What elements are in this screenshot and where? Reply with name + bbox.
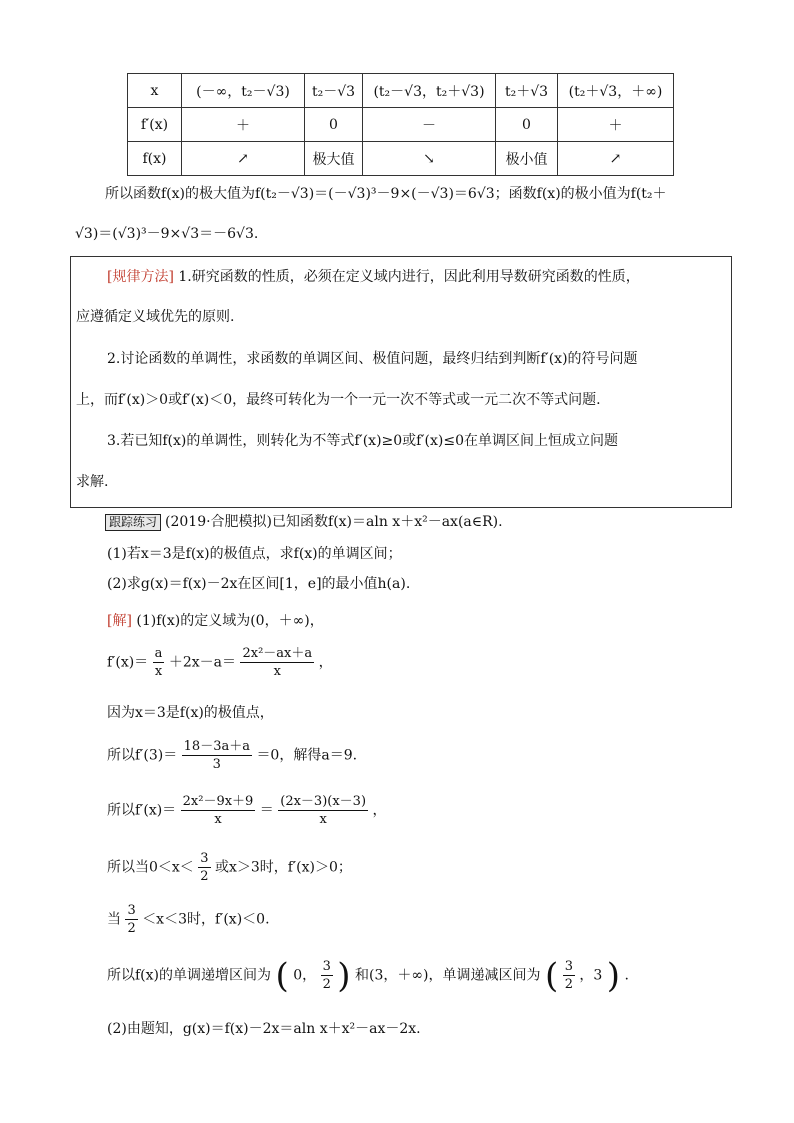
table-cell: x <box>128 74 182 108</box>
denominator: 2 <box>200 869 209 884</box>
numerator: 3 <box>564 959 573 974</box>
table-cell: 极大值 <box>305 142 363 176</box>
numerator: 3 <box>322 959 331 974</box>
fraction <box>182 738 252 773</box>
solution-text: 当 <box>107 911 121 928</box>
solution-text: ＝0，解得a＝9. <box>256 747 358 764</box>
solution-text: ＋2x－a＝ <box>168 654 237 671</box>
table-cell: ↗ <box>558 142 674 176</box>
solution-step-5 <box>107 793 386 828</box>
table-cell: (t₂－√3，t₂＋√3) <box>363 74 496 108</box>
solution-text: ＜x＜3时，f′(x)＜0. <box>142 911 270 928</box>
exercise-question-1: (1)若x＝3是f(x)的极值点，求f(x)的单调区间； <box>107 546 402 562</box>
denominator: x <box>154 664 163 679</box>
table-cell: (t₂＋√3，＋∞) <box>558 74 674 108</box>
table-cell: 0 <box>305 108 363 142</box>
exercise-text: (2019·合肥模拟)已知函数f(x)＝aln x＋x²－ax(a∈R). <box>165 514 503 530</box>
solution-tag: [解] <box>107 613 132 629</box>
solution-step-8 <box>107 955 629 996</box>
solution-text: . <box>624 967 629 984</box>
fraction <box>240 645 314 680</box>
numerator: 2x²－9x＋9 <box>182 794 254 809</box>
fraction <box>278 793 368 828</box>
solution-step-4 <box>107 738 357 773</box>
left-paren: ( <box>544 955 559 996</box>
solution-step-7 <box>107 902 270 937</box>
conclusion-line-1: 所以函数f(x)的极大值为f(t₂－√3)＝(－√3)³－9×(－√3)＝6√3；函数f(x)的极小值为f(t₂＋ <box>105 186 667 202</box>
numerator: (2x－3)(x－3) <box>280 794 367 809</box>
fraction <box>198 850 210 885</box>
table-cell: f′(x) <box>128 108 182 142</box>
denominator: x <box>214 812 222 827</box>
solution-text: 所以f(x)的单调递增区间为 <box>107 967 272 984</box>
solution-text: f′(x)＝ <box>107 654 149 671</box>
denominator: 3 <box>212 757 221 772</box>
solution-text: 所以f′(x)＝ <box>107 802 177 819</box>
solution-text: 所以当0＜x＜ <box>107 859 194 876</box>
solution-step-1 <box>107 610 324 630</box>
method-text: 3.若已知f(x)的单调性，则转化为不等式f′(x)≥0或f′(x)≤0在单调区间上恒成立问题 <box>107 433 618 449</box>
method-box <box>70 256 732 508</box>
numerator: 2x²－ax＋a <box>242 646 313 661</box>
table-cell: ↘ <box>363 142 496 176</box>
method-text: 2.讨论函数的单调性，求函数的单调区间、极值问题，最终归结到判断f′(x)的符号问题 <box>107 351 638 367</box>
denominator: x <box>319 812 327 827</box>
right-paren: ) <box>606 955 621 996</box>
method-text: 应遵循定义域优先的原则. <box>76 309 235 325</box>
denominator: 2 <box>564 977 573 992</box>
solution-text: 0， <box>293 967 317 984</box>
exercise-intro <box>105 511 503 531</box>
solution-text: ＝ <box>259 802 274 819</box>
solution-text: 或x＞3时，f′(x)＞0； <box>215 859 352 876</box>
denominator: x <box>273 664 281 679</box>
table-row <box>128 108 674 142</box>
numerator: 3 <box>127 903 136 918</box>
solution-text: 所以f′(3)＝ <box>107 747 178 764</box>
numerator: 18－3a＋a <box>183 739 250 754</box>
solution-step-2 <box>107 645 333 680</box>
table-cell: ↗ <box>182 142 305 176</box>
solution-step-6 <box>107 850 352 885</box>
table-cell: － <box>363 108 496 142</box>
denominator: 2 <box>322 977 331 992</box>
table-row <box>128 142 674 176</box>
solution-text: 和(3，＋∞)，单调递减区间为 <box>355 967 541 984</box>
table-header-row <box>128 74 674 108</box>
solution-step-9: (2)由题知，g(x)＝f(x)－2x＝aln x＋x²－ax－2x. <box>107 1021 421 1037</box>
fraction <box>563 958 575 993</box>
solution-step-3: 因为x＝3是f(x)的极值点， <box>107 705 274 721</box>
numerator: a <box>154 646 163 661</box>
numerator: 3 <box>200 851 209 866</box>
fraction <box>153 645 165 680</box>
conclusion-line-2: √3)＝(√3)³－9×√3＝－6√3. <box>75 226 259 242</box>
exercise-question-2: (2)求g(x)＝f(x)－2x在区间[1，e]的最小值h(a). <box>107 576 411 592</box>
table-cell: 极小值 <box>496 142 558 176</box>
right-paren: ) <box>337 955 351 996</box>
table-cell: (－∞，t₂－√3) <box>182 74 305 108</box>
table-cell: ＋ <box>182 108 305 142</box>
fraction <box>321 958 333 993</box>
sign-table <box>127 73 674 176</box>
table-cell: f(x) <box>128 142 182 176</box>
method-text: 求解. <box>76 474 109 490</box>
method-text: 1.研究函数的性质，必须在定义域内进行，因此利用导数研究函数的性质， <box>178 269 640 285</box>
fraction <box>181 793 256 828</box>
method-paragraph-1 <box>107 266 640 286</box>
solution-text: ， <box>372 802 387 819</box>
denominator: 2 <box>127 921 136 936</box>
table-cell: 0 <box>496 108 558 142</box>
table-cell: t₂－√3 <box>305 74 363 108</box>
table-cell: t₂＋√3 <box>496 74 558 108</box>
solution-text: ，3 <box>579 967 603 984</box>
table-cell: ＋ <box>558 108 674 142</box>
exercise-tag: 跟踪练习 <box>105 514 161 531</box>
left-paren: ( <box>275 955 289 996</box>
method-tag: [规律方法] <box>107 269 174 285</box>
method-text: 上，而f′(x)＞0或f′(x)＜0，最终可转化为一个一元一次不等式或一元二次不等式问题. <box>76 392 601 408</box>
solution-text: (1)f(x)的定义域为(0，＋∞)， <box>136 613 324 629</box>
solution-text: ， <box>318 654 333 671</box>
fraction <box>125 902 137 937</box>
